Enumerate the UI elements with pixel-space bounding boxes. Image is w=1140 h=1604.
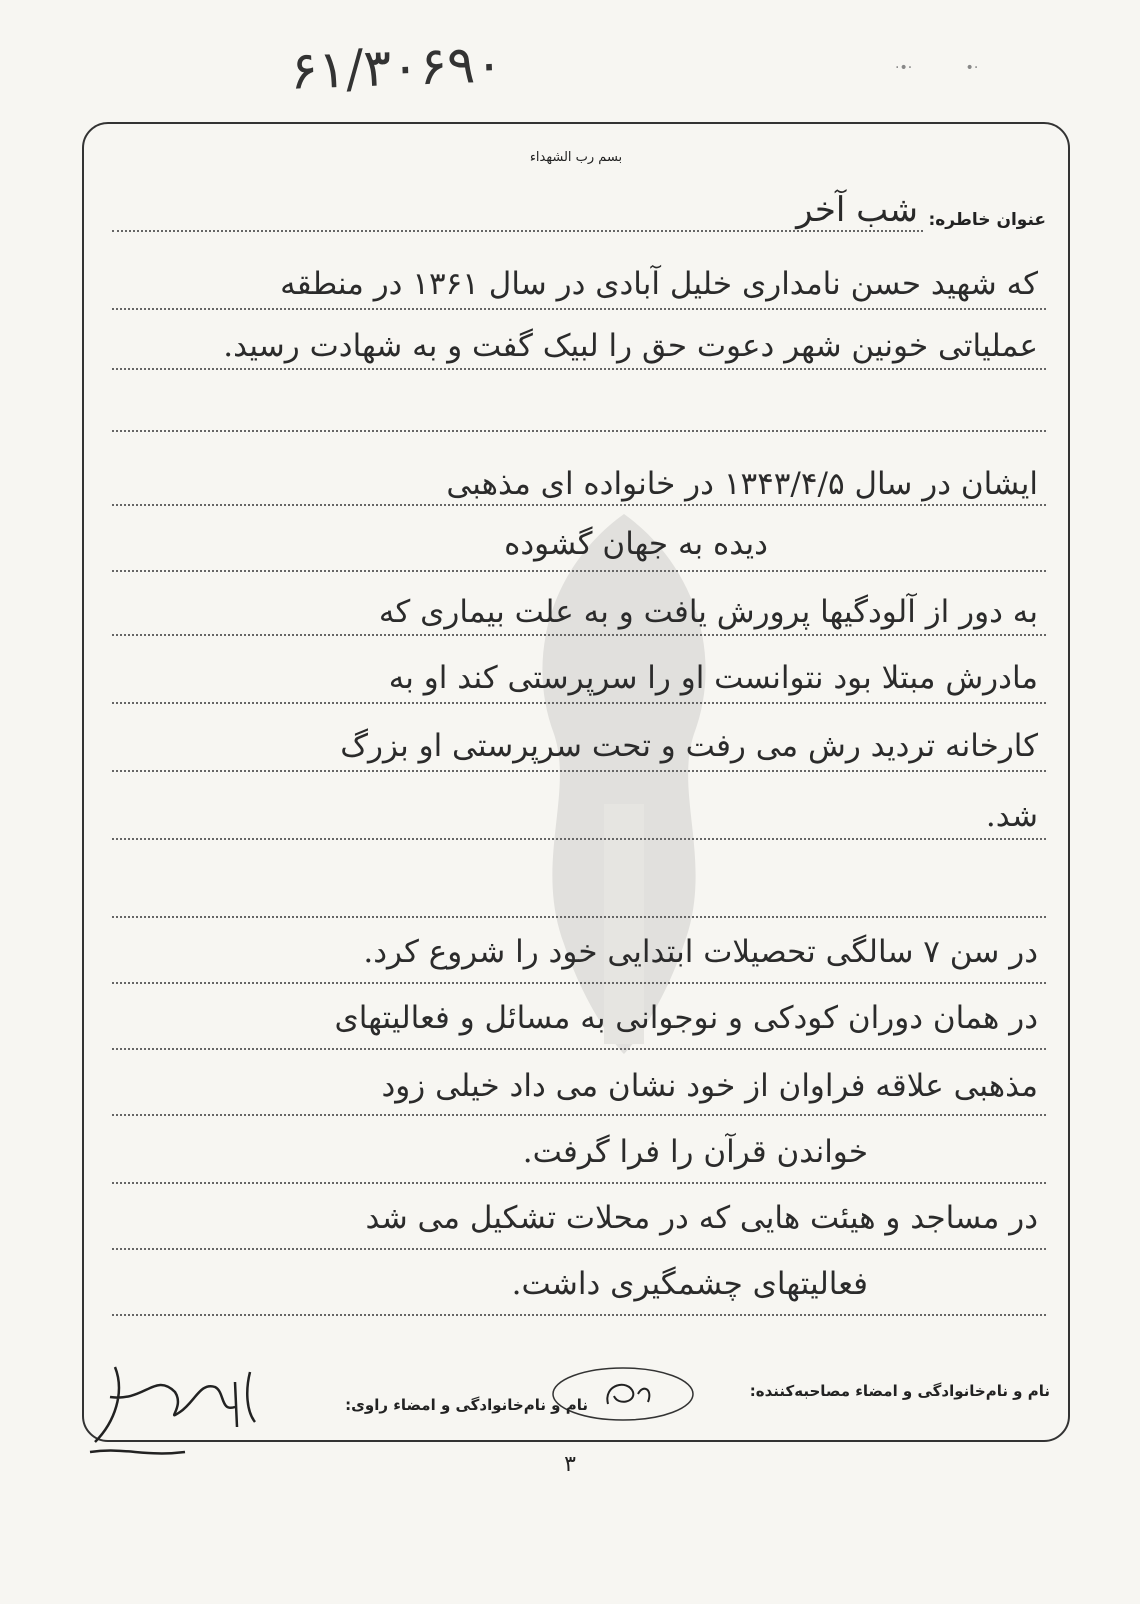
memoir-line: مادرش مبتلا بود نتوانست او را سرپرستی کند او به (388, 660, 1038, 696)
ruled-line (112, 838, 1046, 840)
ruled-line (112, 634, 1046, 636)
memoir-line: شد. (985, 798, 1038, 834)
ruled-line (112, 1314, 1046, 1316)
memoir-line: که شهید حسن نامداری خلیل آبادی در سال ۱۳۶۱ در منطقه (280, 266, 1038, 302)
interviewer-signature-label: نام و نام‌خانوادگی و امضاء مصاحبه‌کننده: (749, 1382, 1050, 1400)
page-number: ۳ (564, 1452, 576, 1477)
memoir-line: خواندن قرآن را فرا گرفت. (522, 1134, 868, 1170)
scan-specks: ·•· •· (895, 60, 979, 76)
memoir-line: در مساجد و هیئت هایی که در محلات تشکیل می شد (365, 1200, 1038, 1236)
ruled-line (112, 702, 1046, 704)
ruled-line (112, 1182, 1046, 1184)
ruled-line (112, 430, 1046, 432)
memoir-line: به دور از آلودگیها پرورش یافت و به علت بیماری که (378, 594, 1038, 630)
narrator-signature (85, 1352, 265, 1462)
memoir-line: در همان دوران کودکی و نوجوانی به مسائل و فعالیتهای (334, 1000, 1038, 1036)
form-header: بسم رب الشهداء (529, 150, 623, 165)
memoir-line: مذهبی علاقه فراوان از خود نشان می داد خیلی زود (381, 1068, 1038, 1104)
ruled-line (112, 770, 1046, 772)
memoir-form (82, 122, 1070, 1442)
ruled-line (112, 308, 1046, 310)
ruled-line (112, 368, 1046, 370)
ruled-line (112, 916, 1046, 918)
ruled-line (112, 1248, 1046, 1250)
ruled-line (112, 982, 1046, 984)
ruled-line (112, 1114, 1046, 1116)
title-value: شب آخر (796, 190, 918, 230)
title-ruled-line (112, 230, 923, 232)
foundation-watermark (494, 504, 754, 1064)
memoir-line: فعالیتهای چشمگیری داشت. (511, 1266, 868, 1302)
ruled-line (112, 570, 1046, 572)
ruled-line (112, 1048, 1046, 1050)
interviewer-signature (548, 1364, 698, 1424)
narrator-signature-label: نام و نام‌خانوادگی و امضاء راوی: (345, 1396, 588, 1414)
memoir-line: در سن ۷ سالگی تحصیلات ابتدایی خود را شروع کرد. (363, 934, 1038, 970)
title-label: عنوان خاطره: (928, 210, 1046, 230)
memoir-line: ایشان در سال ۱۳۴۳/۴/۵ در خانواده ای مذهبی (446, 466, 1038, 502)
memoir-line: کارخانه تردید رش می رفت و تحت سرپرستی او بزرگ (340, 728, 1038, 764)
memoir-line: دیده به جهان گشوده (504, 526, 768, 562)
file-number: ۶۱/۳۰۶۹۰ (289, 34, 505, 102)
ruled-line (112, 504, 1046, 506)
memoir-line: عملیاتی خونین شهر دعوت حق را لبیک گفت و به شهادت رسید. (223, 328, 1038, 364)
